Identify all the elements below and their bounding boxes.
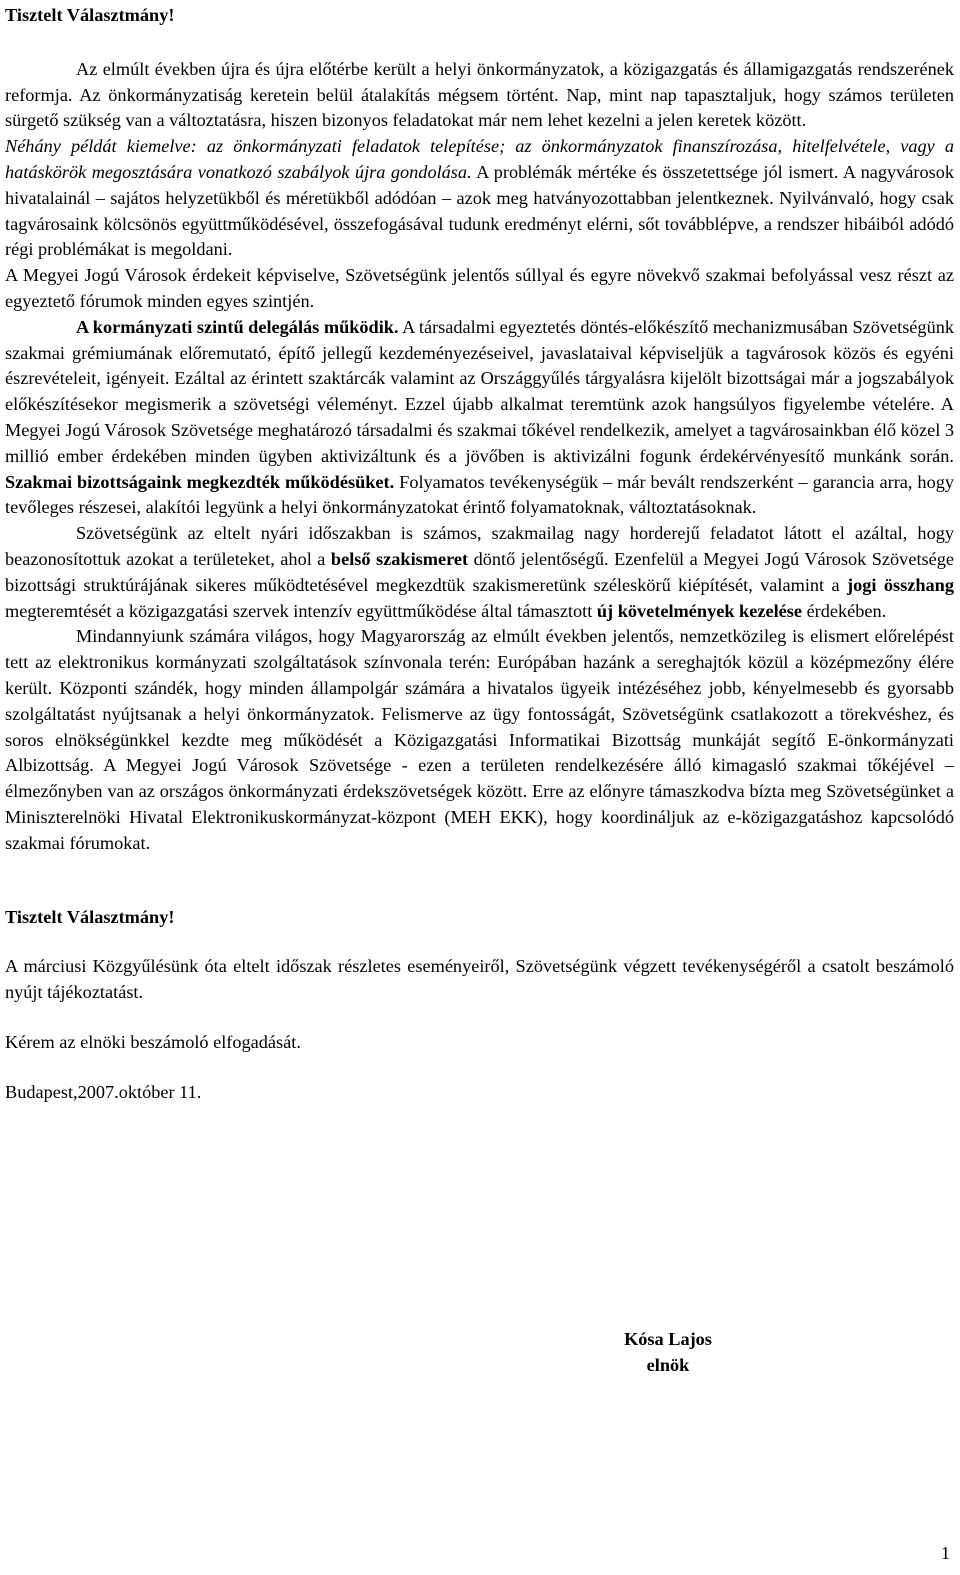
signatory-title: elnök [646,1354,690,1375]
report-paragraph: A márciusi Közgyűlésünk óta eltelt időszak részletes eseményeiről, Szövetségünk végzett tevékenységéről a csatolt beszámoló nyújt tájékoztatást. [5,956,954,1003]
internal-expertise-bold: belső szakismeret [330,548,469,569]
examples-italic-text: Néhány példát kiemelve: az önkormányzati feladatok telepítése; az önkormányzatok finanszírozása, hitelfelvétele, vagy a hatáskörök megosztására vonatkozó szabályok újra gondolása. [5,136,954,182]
intro-paragraph [5,57,954,315]
signature-block [612,1327,724,1379]
committees-bold-text: Szakmai bizottságaink megkezdték működésüket. [5,471,395,492]
summer-text-4: érdekében. [802,600,887,621]
delegation-paragraph [5,315,954,521]
signatory-name: Kósa Lajos [624,1329,712,1349]
document-body [5,0,954,1105]
intro-text: Az elmúlt években újra és újra előtérbe került a helyi önkormányzatok, a közigazgatás és államigazgatás rendszerének reformja. Az önkormányzatiság keretein belül átalakítás mégsem történt. Nap, mint nap tapasztaljuk, hogy számos területen sürgető szükség van a változtatásra, hiszen bizonyos feladatokat már nem lehet kezelni a jelen keretek között. [5,58,954,131]
e-government-paragraph: Mindannyiunk számára világos, hogy Magyarország az elmúlt években jelentős, nemzetközileg is elismert előrelépést tett az elektronikus kormányzati szolgáltatások színvonala terén: Európában hazánk a sereghajtók közül a középmezőny élére került. Központi szándék, hogy minden állampolgár számára a hivatalos ügyeik intézéséhez jobb, kényelmesebb és gyorsabb szolgáltatást nyújtsanak a helyi önkormányzatok. Felismerve az ügy fontosságát, Szövetségünk csatlakozott a törekvéshez, és soros elnökségünkkel kezdte meg működését a Közigazgatási Informatikai Bizottság munkáját segítő E-önkormányzati Albizottság. A Megyei Jogú Városok Szövetsége - ezen a területen rendelkezésére álló kimagasló szakmai tőkéjével – élmezőnyben van az országos önkormányzati érdekszövetségek között. Erre az előnyre támaszkodva bízta meg Szövetségünket a Miniszterelnöki Hivatal Elektronikuskormányzat-központ (MEH EKK), hogy koordináljuk az e-közigazgatáshoz kapcsolódó szakmai fórumokat. [5,626,954,853]
approval-request: Kérem az elnöki beszámoló elfogadását. [5,1031,301,1052]
greeting-heading: Tisztelt Választmány! [5,5,175,25]
committees-text: Folyamatos tevékenységük – már bevált rendszerként – garancia arra, hogy tevőleges részesei, alakítói legyünk a helyi önkormányzatokat érintő folyamatoknak, változtatásoknak. [5,471,954,518]
problems-text: A problémák mértéke és összetettsége jól ismert. A nagyvárosok hivatalainál – sajátos helyzetükből és méretükből adódóan – azok meg hatványozottabban jelentkeznek. Nyilvánvaló, hogy csak tagvárosaink kölcsönös együttműködésével, összefogásával tudunk eredményt elérni, sőt továbblépve, a rendszer hibáiból adódó régi problémákat is megoldani. [5,161,955,260]
summer-text-1: Szövetségünk az eltelt nyári időszakban is számos, szakmailag nagy horderejű feladatot látott el azáltal, hogy beazonosítottuk azokat a területeket, ahol a [5,523,954,569]
summer-paragraph [5,521,954,624]
delegation-text: A társadalmi egyeztetés döntés-előkészítő mechanizmusában Szövetségünk szakmai grémiumának előremutató, építő jellegű kezdeményezéseivel, javaslataival képviseljük a tagvárosok közös és egyéni észrevételeit, igényeit. Ezáltal az érintett szaktárcák valamint az Országgyűlés tárgyalásra kijelölt bizottságai már a jogszabályok előkészítésekor megismerik a szövetségi véleményt. Ezzel újabb alkalmat teremtünk azok hangsúlyos figyelembe vételére. A Megyei Jogú Városok Szövetsége meghatározó társadalmi és szakmai tőkével rendelkezik, amelyet a tagvárosainkban élő közel 3 millió ember érdekében minden ügyben aktivizáltunk és a jövőben is aktivizálni fogunk érdekérvényesítő munkánk során. [5,316,954,466]
greeting-heading-2: Tisztelt Választmány! [5,906,175,927]
influence-text: A Megyei Jogú Városok érdekeit képviselve, Szövetségünk jelentős súllyal és egyre növekvő szakmai befolyással vesz részt az egyeztető fórumok minden egyes szintjén. [5,265,954,311]
page-number: 1 [940,1543,950,1564]
date-place: Budapest,2007.október 11. [5,1081,202,1102]
summer-text-3: megteremtését a közigazgatási szervek intenzív együttműködése által támasztott [5,600,597,621]
delegation-bold-text: A kormányzati szintű delegálás működik. [76,316,399,337]
new-requirements-bold: új követelmények kezelése [596,600,802,621]
summer-text-2: döntő jelentőségű. Ezenfelül a Megyei Jogú Városok Szövetsége bizottsági struktúrájának sikeres működtetésével megkezdtük szakismeretünk széleskörű kiépítését, valamint a [5,548,955,595]
legal-harmony-bold: jogi összhang [847,574,954,595]
